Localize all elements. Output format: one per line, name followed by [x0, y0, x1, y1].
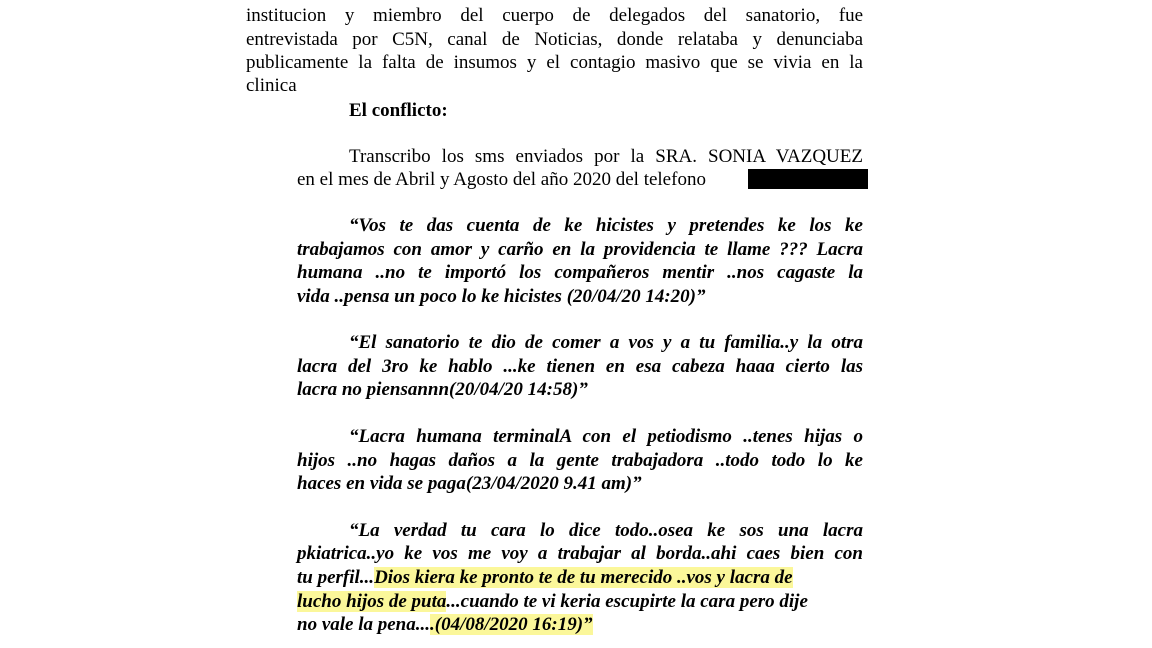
- quote-4-line-3-plain: tu perfil...: [297, 567, 375, 588]
- quote-1-line-3: humana ..no te importó los compañeros mentir ..nos cagaste la: [297, 262, 863, 283]
- quote-4-line-4: [297, 590, 808, 613]
- transcription-line-1: Transcribo los sms enviados por la SRA. SONIA VAZQUEZ: [349, 146, 863, 167]
- quote-3-line-2: hijos ..no hagas daños a la gente trabajadora ..todo todo lo ke: [297, 450, 863, 471]
- section-heading: El conflicto:: [349, 100, 448, 121]
- quote-2-line-3: lacra no piensannn(20/04/20 14:58)”: [297, 379, 588, 400]
- quote-2-line-1: “El sanatorio te dio de comer a vos y a tu familia..y la otra: [349, 332, 863, 353]
- quote-4-line-4-plain: ...cuando te vi keria escupirte la cara pero dije: [446, 591, 808, 612]
- quote-4-line-5-highlight: .(04/08/2020 16:19)”: [430, 614, 593, 635]
- transcription-line-2: en el mes de Abril y Agosto del año 2020 del telefono: [297, 169, 706, 190]
- redaction-block: [748, 169, 868, 189]
- quote-1-line-1: “Vos te das cuenta de ke hicistes y pretendes ke los ke: [349, 215, 863, 236]
- quote-4-line-4-highlight: lucho hijos de puta: [297, 591, 447, 612]
- quote-3-line-3: haces en vida se paga(23/04/2020 9.41 am)”: [297, 473, 642, 494]
- intro-line-1: institucion y miembro del cuerpo de delegados del sanatorio, fue: [246, 5, 863, 26]
- intro-line-3: publicamente la falta de insumos y el contagio masivo que se vivia en la: [246, 52, 863, 73]
- quote-2-line-2: lacra del 3ro ke hablo ...ke tienen en esa cabeza haaa cierto las: [297, 356, 863, 377]
- quote-4-line-5: [297, 613, 593, 636]
- quote-4-line-1: “La verdad tu cara lo dice todo..osea ke sos una lacra: [349, 520, 863, 541]
- quote-1-line-2: trabajamos con amor y carño en la providencia te llame ??? Lacra: [297, 239, 863, 260]
- quote-4-line-2: pkiatrica..yo ke vos me voy a trabajar al borda..ahi caes bien con: [297, 543, 863, 564]
- intro-line-4: clinica: [246, 75, 297, 96]
- intro-line-2: entrevistada por C5N, canal de Noticias, donde relataba y denunciaba: [246, 29, 863, 50]
- quote-4-line-3: [297, 566, 793, 589]
- quote-4-line-3-highlight: Dios kiera ke pronto te de tu merecido ..vos y lacra de: [374, 567, 793, 588]
- quote-4-line-5-plain: no vale la pena...: [297, 614, 430, 635]
- quote-3-line-1: “Lacra humana terminalA con el petiodismo ..tenes hijas o: [349, 426, 863, 447]
- quote-1-line-4: vida ..pensa un poco lo ke hicistes (20/04/20 14:20)”: [297, 286, 706, 307]
